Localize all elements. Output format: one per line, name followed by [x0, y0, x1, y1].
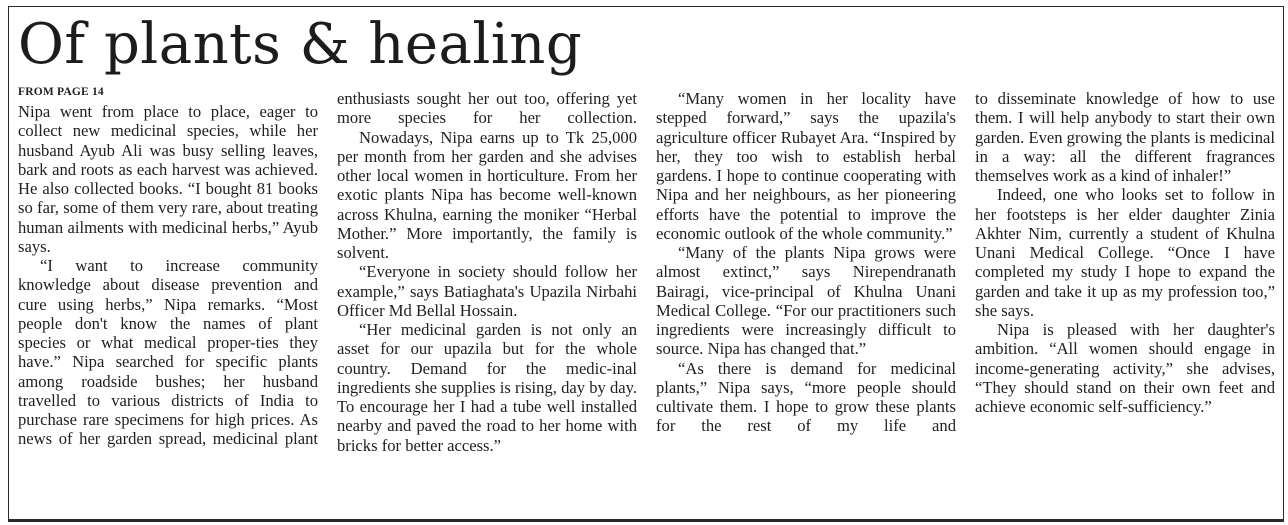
article-paragraph: Indeed, one who looks set to follow in her footsteps is her elder daughter Zinia Akhter Nim, currently a student of Khulna Unani Medical College. “Once I have completed my study I hope to expand the garden and take it up as my profession too,” she says.: [975, 185, 1275, 320]
article-paragraph: Nowadays, Nipa earns up to Tk 25,000 per month from her garden and she advises other local women in horticulture. From her exotic plants Nipa has become well-known across Khulna, earning the moniker “Herbal Mother.” More importantly, the family is solvent.: [337, 127, 637, 262]
article-paragraph: “Everyone in society should follow her example,” says Batiaghata's Upazila Nirbahi Officer Md Bellal Hossain.: [337, 262, 637, 320]
article-paragraph: Nipa is pleased with her daughter's ambition. “All women should engage in income-generating activity,” she advises, “They should stand on their own feet and achieve economic self-sufficiency.”: [975, 320, 1275, 416]
article-headline: Of plants & healing: [18, 12, 583, 77]
article-paragraph: “Many of the plants Nipa grows were almost extinct,” says Nirependranath Bairagi, vice-principal of Khulna Unani Medical College. “For our practitioners such ingredients were increasingly difficult to source. Nipa has changed that.”: [656, 243, 956, 359]
article-paragraph: enthusiasts sought her out too, offering yet more species for her collection.: [337, 89, 637, 128]
continuation-kicker: FROM PAGE 14: [18, 86, 104, 98]
article-column-1: [18, 86, 318, 449]
article-paragraph: Nipa went from place to place, eager to collect new medicinal species, while her husband Ayub Ali was busy selling leaves, bark and roots as each harvest was achieved. He also collected books. “I bought 81 books so far, some of them very rare, about treating human ailments with medicinal herbs,” Ayub says.: [18, 102, 318, 256]
article-paragraph: “As there is demand for medicinal plants,” Nipa says, “more people should cultivate them. I hope to grow these plants for the rest of my life and: [656, 358, 956, 436]
article-column-4: [975, 89, 1275, 416]
article-paragraph: “Many women in her locality have stepped forward,” says the upazila's agriculture officer Rubayet Ara. “Inspired by her, they too wish to establish herbal gardens. I hope to continue cooperating with Nipa and her neighbours, as her pioneering efforts have the potential to improve the economic outlook of the whole community.”: [656, 89, 956, 243]
article-column-2: [337, 89, 637, 455]
article-column-3: [656, 89, 956, 436]
article-paragraph: to disseminate knowledge of how to use them. I will help anybody to start their own garden. Even growing the plants is medicinal in a way: all the different fragrances themselves work as a kind of inhaler!”: [975, 89, 1275, 185]
article-paragraph: “I want to increase community knowledge about disease prevention and cure using herbs,” Nipa remarks. “Most people don't know the names of plant species or what medical proper-ties they have.” Nipa searched for specific plants among roadside bushes; her husband travelled to various districts of India to purchase rare specimens for high prices. As news of her garden spread, medicinal plant: [18, 256, 318, 449]
article-paragraph: “Her medicinal garden is not only an asset for our upazila but for the whole country. Demand for the medic-inal ingredients she supplies is rising, day by day. To encourage her I had a tube well installed nearby and paved the road to her home with bricks for better access.”: [337, 320, 637, 455]
